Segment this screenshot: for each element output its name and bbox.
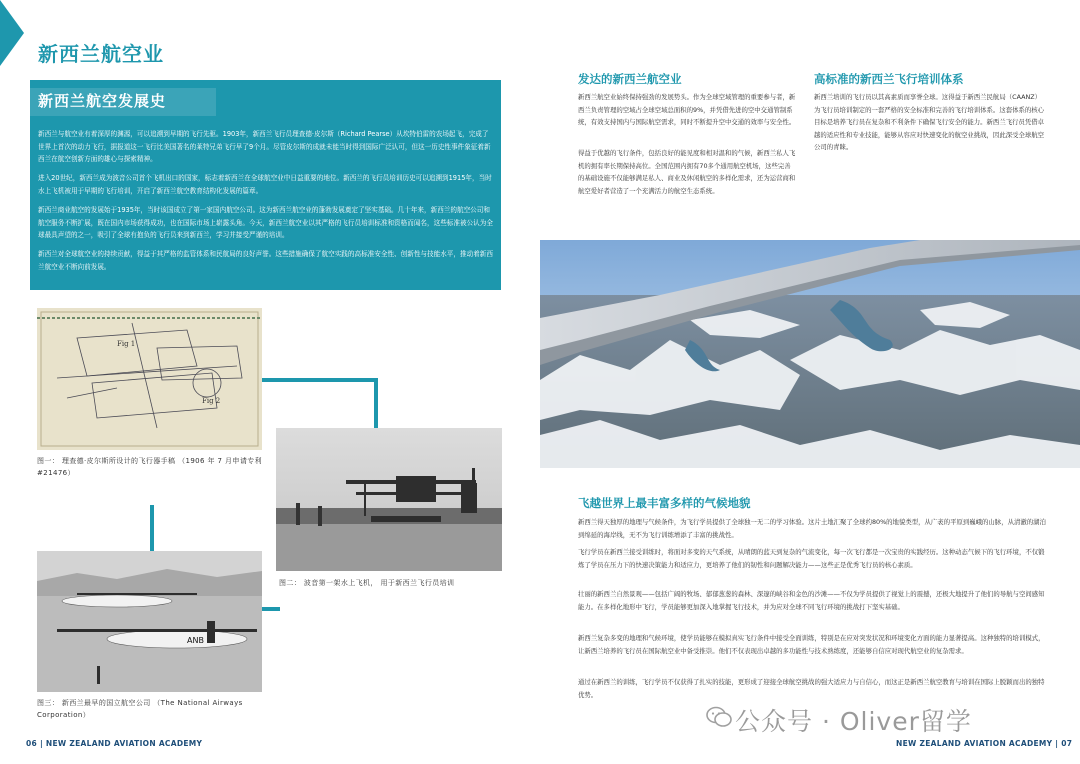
history-title: 新西兰航空发展史 [38,92,167,110]
page-title: 新西兰航空业 [38,42,164,66]
seaplane-photo [276,428,502,571]
figure-2-caption: 图二： 波音第一架水上飞机， 用于新西兰飞行员培训 [279,579,455,587]
climate-paragraph: 壮丽的新西兰自然景观——包括广阔的牧场、郁郁葱葱的森林、深邃的峡谷和金色的沙滩——不仅为学员提供了视觉上的震撼，还极大地提升了他们的导航与空间感知能力。在多样化地形中飞行，学员能够更加深入地掌握飞行技术，并为应对全球不同飞行环境的挑战打下坚实基础。 [578,590,1045,611]
developed-paragraph: 得益于优越的飞行条件，包括良好的能见度和相对温和的气候，新西兰私人飞机的拥有率长期保持高位。全国范围内拥有70多个通用航空机场，这些完善的基础设施不仅能够满足私人、商业及休闲航空的多样化需求，还为运营商和航空爱好者营造了一个充满活力的航空生态系统。 [578,149,796,195]
wechat-icon [706,706,732,728]
connector-line [150,505,154,553]
patent-sketch-image [37,308,262,450]
developed-section-title: 发达的新西兰航空业 [578,72,682,86]
history-paragraph: 新西兰对全球航空业的持续贡献，得益于其严格的监管体系和民航局的良好声誉。这些措施确保了航空实践的高标准安全性、创新性与技能水平，推动着新西兰航空业不断向前发展。 [38,250,493,271]
climate-paragraph: 通过在新西兰的训练，飞行学员不仅获得了扎实的技能，更形成了迎接全球航空挑战的强大适应力与自信心，而这正是新西兰航空教育与培训在国际上脱颖而出的独特优势。 [578,678,1045,699]
svg-text:ANB: ANB [187,636,204,645]
footer-left: 06 | NEW ZEALAND AVIATION ACADEMY [26,739,203,748]
training-section-title: 高标准的新西兰飞行培训体系 [814,72,964,86]
connector-line [262,607,280,611]
history-paragraph: 新西兰商业航空的发展始于1935年，当时该国成立了第一家国内航空公司。这为新西兰航空业的蓬勃发展奠定了坚实基础。几十年来，新西兰的航空公司和航空服务不断扩展，既在国内市场获得成功，也在国际市场上崭露头角。今天，新西兰航空业以其严格的飞行员培训标准和资格而闻名，这些标准被公认为全球最具声望的之一，吸引了全球有抱负的飞行员来到新西兰，学习并接受严谨的培训。 [38,206,493,239]
svg-text:Fig 1: Fig 1 [117,340,136,348]
svg-text:Fig 2: Fig 2 [202,397,221,405]
climate-section-title: 飞越世界上最丰富多样的气候地貌 [578,496,751,510]
training-paragraph: 新西兰培训的飞行员以其高素质而享誉全球。这得益于新西兰民航局（CAANZ）为飞行员培训制定的一套严格的安全标准和完善的飞行培训体系。这套体系的核心目标是培养飞行员在复杂和不利条件下确保飞行安全的能力。新西兰飞行员凭借卓越的适应性和专业技能，能够从容应对快速变化的航空业挑战，因此深受全球航空公司的青睐。 [814,93,1045,151]
corner-accent [0,0,24,66]
climate-paragraph: 飞行学员在新西兰接受训练时，将面对多变的天气系统，从晴朗的蓝天到复杂的气流变化，每一次飞行都是一次宝贵的实践经历。这种动态气候下的飞行环境，不仅锻炼了学员在压力下的快速决策能力和适应力，更培养了他们的韧性和问题解决能力——这些正是优秀飞行员的核心素质。 [578,548,1045,569]
figure-3-caption: 图三： 新西兰最早的国立航空公司 （The National Airways Corporation） [37,699,243,719]
figure-1-caption: 图一： 理查德·皮尔斯所设计的飞行器手稿 （1906 年 7 月申请专利 #21476） [37,457,263,477]
history-paragraph: 进入20世纪，新西兰成为波音公司首个飞机出口的国家，标志着新西兰在全球航空业中日益重要的地位。新西兰的飞行员培训历史可以追溯到1915年，当时水上飞机被用于早期的飞行培训，开启了新西兰航空教育结构化发展的篇章。 [38,174,492,195]
watermark-text: 公众号 · Oliver留学 [735,707,972,736]
aerial-mountain-photo [540,240,1080,468]
footer-right: NEW ZEALAND AVIATION ACADEMY | 07 [896,739,1073,748]
developed-paragraph: 新西兰航空业始终保持强劲的发展势头。作为全球空域管理的重要参与者，新西兰负责管理的空域占全球空域总面积的9%，并凭借先进的空中交通管制系统，有效支持国内与国际航空需求，同时不断提升空中交通的效率与安全性。 [578,93,796,126]
history-paragraph: 新西兰与航空业有着深厚的渊源，可以追溯到早期的飞行先驱。1903年，新西兰飞行员理查德·皮尔斯（Richard Pearse）从坎特伯雷的农场起飞，完成了世界上首次的动力飞行，据报道这一飞行比美国著名的莱特兄弟飞行早了9个月。尽管皮尔斯的成就未能当时得到国际广泛认可，但这一历史性事件象征着新西兰在航空创新方面的雄心与探索精神。 [38,130,491,163]
connector-line [374,378,378,430]
connector-line [262,378,377,382]
climate-paragraph: 新西兰复杂多变的地理和气候环境，使学员能够在模拟真实飞行条件中接受全面训练，特别是在应对突发状况和环境变化方面的能力显著提高。这种独特的培训模式，让新西兰培养的飞行员在国际航空业中备受推崇。他们不仅表现出卓越的多功能性与技术熟练度，还能够自信应对现代航空业的复杂需求。 [578,634,1045,655]
history-section [30,80,501,290]
airline-photo [37,551,262,692]
climate-paragraph: 新西兰得天独厚的地理与气候条件，为飞行学员提供了全球独一无二的学习体验。这片土地汇聚了全球约80%的地貌类型，从广袤的平原到巍峨的山脉，从清澈的湖泊到绵延的海岸线，无不为飞行训练增添了丰富的挑战性。 [578,518,1046,539]
